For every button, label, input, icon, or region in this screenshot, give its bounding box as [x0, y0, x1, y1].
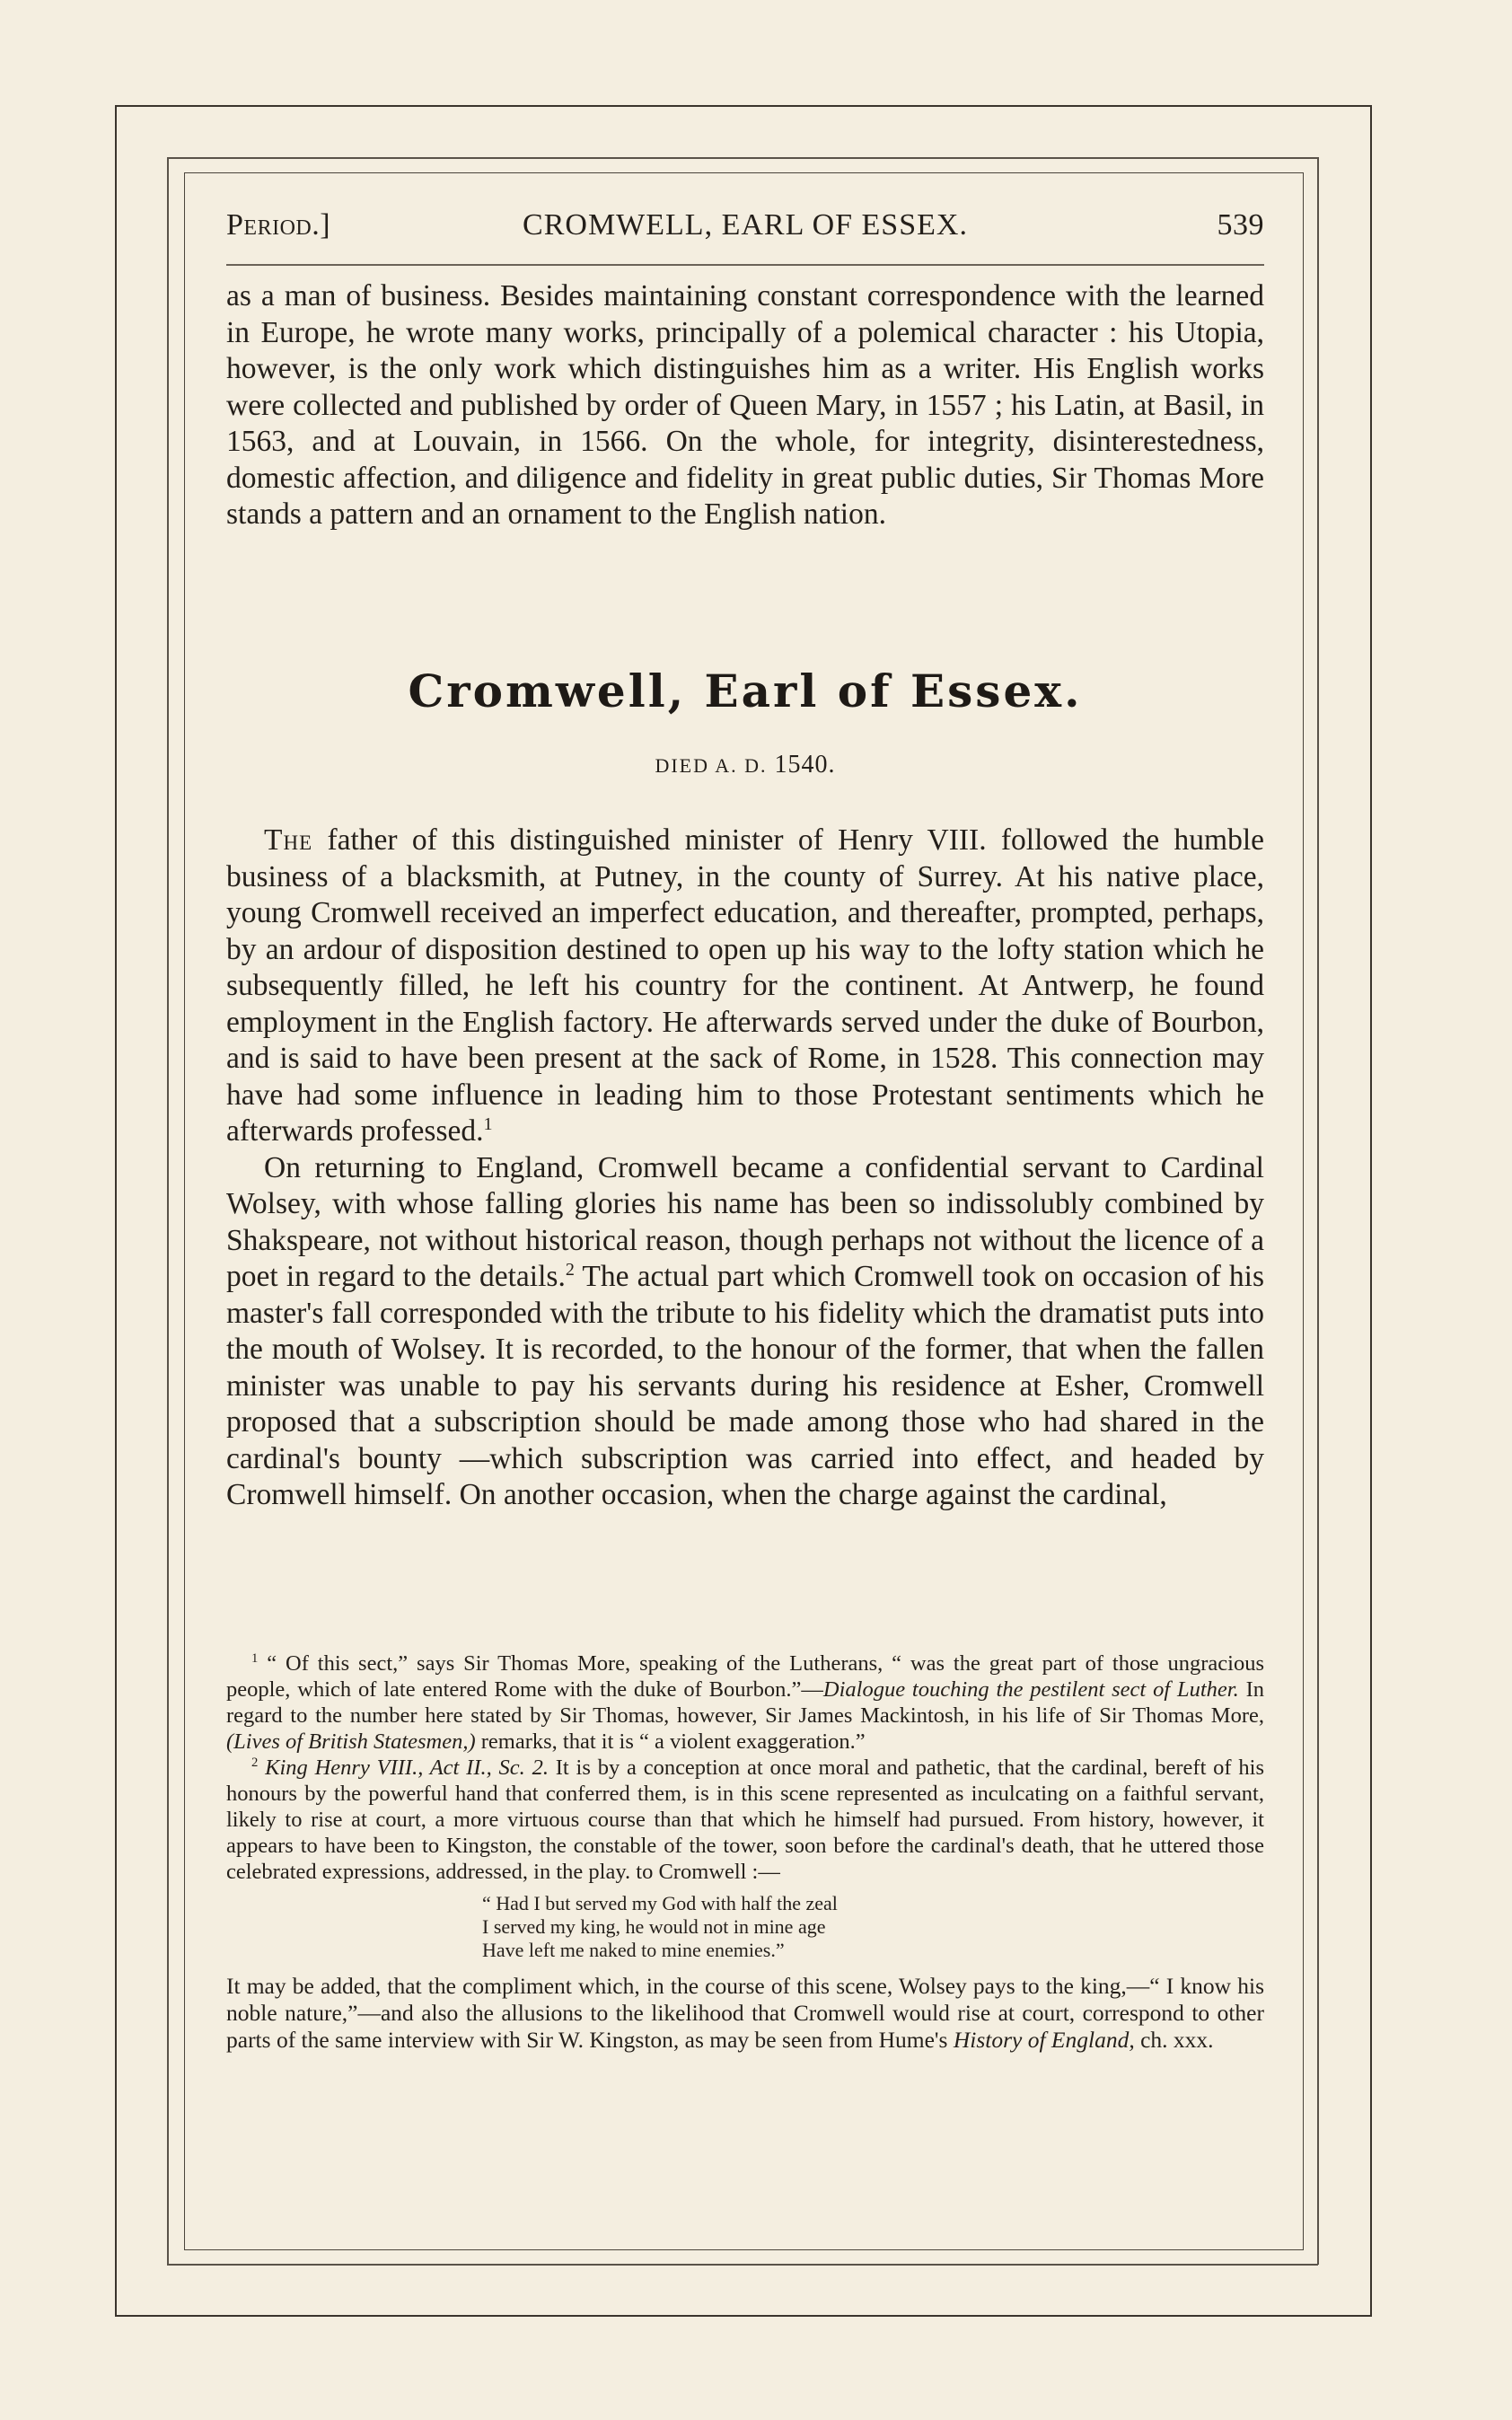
footnote-2-cont-work-title: History of England, [953, 2027, 1135, 2053]
inner-rule-top [167, 157, 1318, 159]
outer-rule-bottom [115, 2315, 1372, 2317]
died-year: 1540. [774, 751, 836, 779]
inner-rule-right [1317, 157, 1319, 2265]
outer-rule-top [115, 105, 1372, 107]
footnote-2 [226, 1755, 1264, 1885]
paragraph-1-text: father of this distinguished minister of Henry VIII. followed the humble business of a blacksmith, at Putney, in the county of Surrey. At his native place, young Cromwell received an imperfect education, and thereafter, prompted, perhaps, by an ardour of disposition destined to open up his way to the lofty station which he subsequently filled, he left his country for the continent. At Antwerp, he found employment in the English factory. He afterwards served under the duke of Bourbon, and is said to have been present at the sack of Rome, in 1528. This connection may have had some influence in leading him to those Protestant sentiments which he afterwards professed. [226, 823, 1264, 1148]
footnote-2-mark: 2 [251, 1755, 259, 1770]
verse-quote [226, 1892, 1264, 1962]
verse-line: Have left me naked to mine enemies.” [482, 1939, 785, 1961]
outer-rule-left [115, 105, 117, 2316]
header-section: Period.] [226, 208, 331, 242]
header-title: CROMWELL, EARL OF ESSEX. [523, 208, 968, 242]
verse-line: “ Had I but served my God with half the zeal [482, 1892, 838, 1914]
running-header [226, 208, 1264, 253]
continuation-text: as a man of business. Besides maintaining constant correspondence with the learned in Europe, he wrote many works, principally of a polemical character : his Utopia, however, is the only work which distinguishes him as a writer. His English works were collected and published by order of Queen Mary, in 1557 ; his Latin, at Basil, in 1563, and at Louvain, in 1566. On the whole, for integrity, disinterestedness, domestic affection, and diligence and fidelity in great public duties, Sir Thomas More stands a pattern and an ornament to the English nation. [226, 279, 1264, 531]
drop-lead: The [264, 823, 313, 857]
footnotes [226, 1650, 1264, 2054]
died-prefix: DIED A. D. [655, 754, 768, 777]
footnote-1-text-a: “ Of this sect,” says Sir Thomas More, speaking of the Lutherans, “ was the great part of those ungracious people, which of late entered Rome with the duke of Bourbon.”— [226, 1651, 1264, 1702]
footnote-1-work-title: Dialogue touching the pestilent sect of Luther. [822, 1677, 1239, 1702]
footnote-1 [226, 1650, 1264, 1755]
death-date [226, 751, 1264, 779]
footnote-2-cont-text-a: It may be added, that the compliment which, in the course of this scene, Wolsey pays to the king,—“ I know his noble nature,”—and also the allusions to the likelihood that Cromwell would rise at court, correspond to other parts of the same interview with Sir W. Kingston, as may be seen from Hume's [226, 1973, 1264, 2053]
article-title: Cromwell, Earl of Essex. [408, 664, 1083, 717]
footnote-2-work-title: King Henry VIII., Act II., Sc. 2. [265, 1756, 549, 1780]
paragraph-2-text-a: On returning to England, Cromwell became a confidential servant to Cardinal Wolsey, with whose falling glories his name has been so indissolubly combined by Shakspeare, not without historical reason, though perhaps not without the licence of a poet in regard to the details. [226, 1150, 1264, 1293]
paragraph-1 [226, 823, 1264, 1150]
footnote-1-paren: (Lives of British Statesmen,) [226, 1729, 476, 1754]
inner-rule-left [167, 157, 169, 2265]
footnote-1-text-c: remarks, that it is “ a violent exaggeration.” [475, 1729, 866, 1754]
footnote-ref-2: 2 [565, 1259, 575, 1280]
inner-rule-bottom [167, 2264, 1318, 2266]
article-body [226, 823, 1264, 1514]
footnote-2-cont-text-b: ch. xxx. [1134, 2027, 1214, 2053]
outer-rule-right [1370, 105, 1372, 2316]
page-number: 539 [1217, 208, 1264, 242]
footnote-2-continuation [226, 1973, 1264, 2054]
header-rule [226, 264, 1264, 266]
footnote-1-text-b: In regard to the number here stated by Sir Thomas, however, Sir James Mackintosh, in his life of Sir Thomas More, [226, 1677, 1264, 1728]
verse-line: I served my king, he would not in mine age [482, 1915, 826, 1938]
paragraph-2-text-b: The actual part which Cromwell took on occasion of his master's fall corresponded with the tribute to his fidelity which the dramatist puts into the mouth of Wolsey. It is recorded, to the honour of the former, that when the fallen minister was unable to pay his servants during his residence at Esher, Cromwell proposed that a subscription should be made among those who had shared in the cardinal's bounty —which subscription was carried into effect, and headed by Cromwell himself. On another occasion, when the charge against the cardinal, [226, 1260, 1264, 1511]
continuation-paragraph [226, 278, 1264, 533]
footnote-2-text: It is by a conception at once moral and pathetic, that the cardinal, bereft of his honours by the powerful hand that conferred them, is in this scene represented as inculcating on a faithful servant, likely to rise at court, a more virtuous course than that which he himself had pursued. From history, however, it appears to have been to Kingston, the constable of the tower, soon before the cardinal's death, that he uttered those celebrated expressions, addressed, in the play. to Cromwell :— [226, 1756, 1264, 1884]
paragraph-2 [226, 1150, 1264, 1514]
footnote-ref-1: 1 [483, 1113, 493, 1134]
footnote-1-mark: 1 [251, 1650, 259, 1666]
